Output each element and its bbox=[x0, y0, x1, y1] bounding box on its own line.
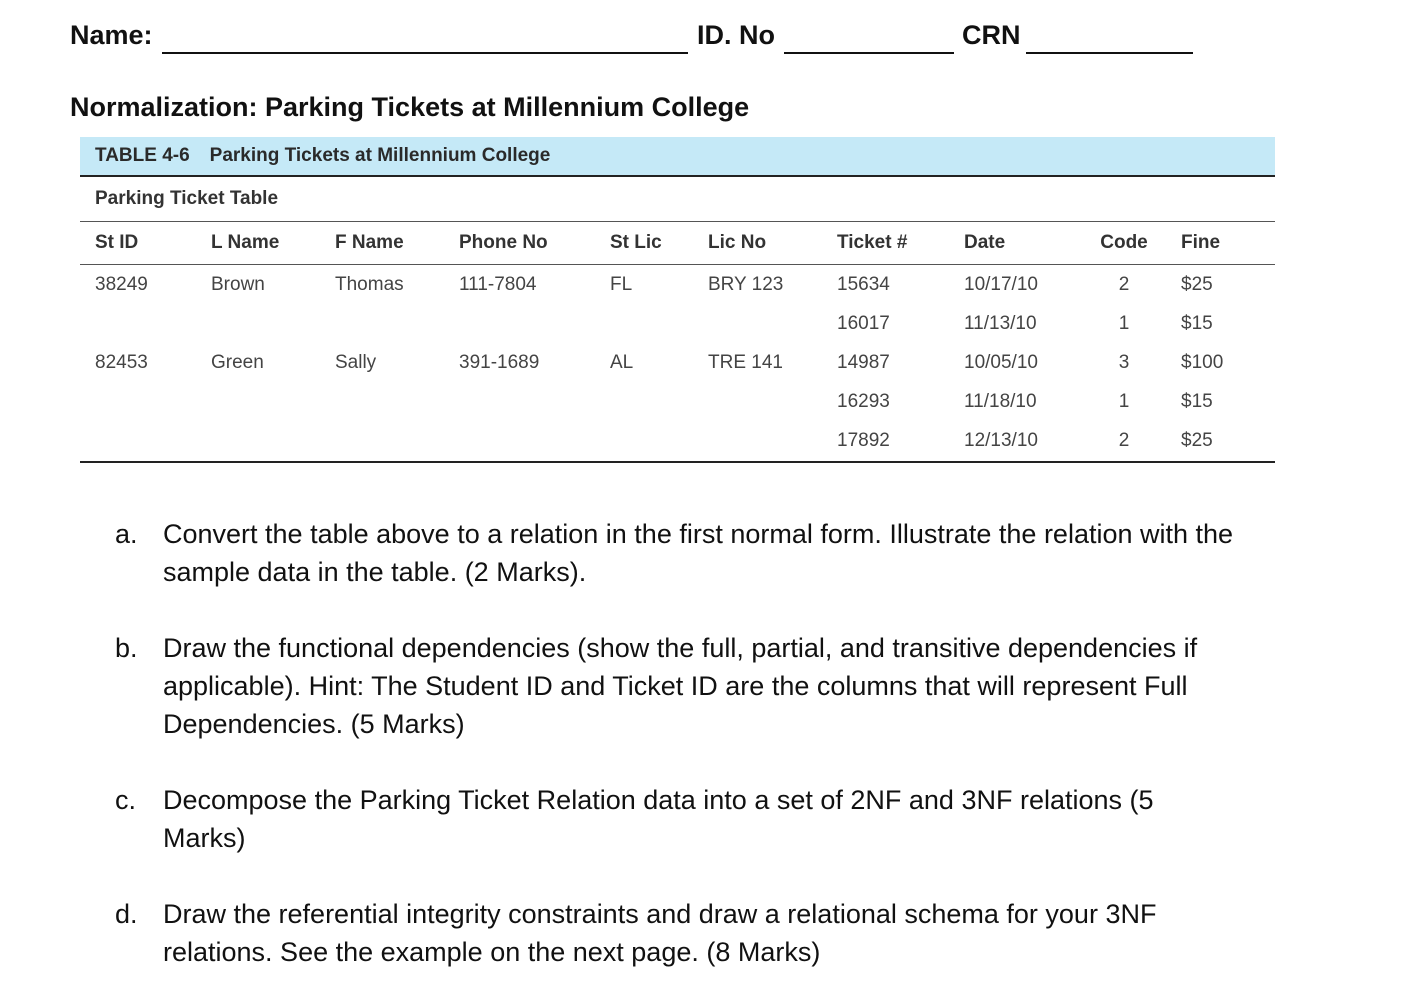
table-cell: 38249 bbox=[95, 273, 148, 295]
table-cell: 2 bbox=[1118, 273, 1130, 295]
table-cell bbox=[80, 382, 211, 421]
column-header: St Lic bbox=[610, 222, 708, 265]
table-cell bbox=[211, 304, 335, 343]
table-cell: 11/13/10 bbox=[964, 312, 1037, 334]
table-cell: 391-1689 bbox=[459, 351, 540, 373]
table-cell bbox=[459, 421, 610, 462]
question-label: d. bbox=[115, 899, 138, 929]
table-cell: 16293 bbox=[837, 390, 890, 412]
table-cell: AL bbox=[610, 351, 634, 373]
question-text: Convert the table above to a relation in the first normal form. Illustrate the relation with the sample data in the table. (2 Marks). bbox=[163, 519, 1234, 587]
table-cell bbox=[708, 382, 837, 421]
table-header-row bbox=[80, 222, 1275, 265]
table-cell bbox=[335, 304, 459, 343]
parking-ticket-table bbox=[80, 222, 1275, 463]
column-header: St ID bbox=[80, 222, 211, 265]
table-caption-text: Parking Tickets at Millennium College bbox=[209, 145, 551, 166]
table-row bbox=[80, 421, 1275, 462]
table-cell: 16017 bbox=[837, 312, 890, 334]
parking-ticket-table-block bbox=[80, 137, 1275, 463]
column-header: Ticket # bbox=[837, 222, 964, 265]
table-row bbox=[80, 343, 1275, 382]
id-label: ID. No bbox=[697, 20, 775, 50]
column-header: Date bbox=[964, 222, 1084, 265]
question-b bbox=[115, 629, 1295, 743]
table-cell: $15 bbox=[1181, 390, 1213, 412]
table-cell: 14987 bbox=[837, 351, 890, 373]
table-subtitle: Parking Ticket Table bbox=[80, 177, 1275, 222]
table-cell bbox=[80, 421, 211, 462]
table-cell: 11/18/10 bbox=[964, 390, 1037, 412]
table-caption bbox=[80, 137, 1275, 177]
table-cell bbox=[708, 304, 837, 343]
question-list bbox=[115, 515, 1295, 971]
table-cell bbox=[335, 382, 459, 421]
table-cell: $25 bbox=[1181, 273, 1213, 295]
table-cell bbox=[610, 421, 708, 462]
column-header: Fine bbox=[1164, 222, 1275, 265]
table-cell: 1 bbox=[1118, 390, 1130, 412]
table-cell bbox=[211, 421, 335, 462]
table-cell: Thomas bbox=[335, 273, 404, 295]
table-cell: Brown bbox=[211, 273, 265, 295]
table-cell bbox=[708, 421, 837, 462]
question-label: c. bbox=[115, 785, 137, 815]
column-header: Lic No bbox=[708, 222, 837, 265]
table-cell: Sally bbox=[335, 351, 377, 373]
table-cell: $100 bbox=[1181, 351, 1224, 373]
table-row bbox=[80, 304, 1275, 343]
table-cell: 10/05/10 bbox=[964, 351, 1038, 373]
table-cell bbox=[80, 304, 211, 343]
table-cell: $25 bbox=[1181, 430, 1213, 451]
table-cell: 2 bbox=[1118, 430, 1130, 451]
question-d bbox=[115, 895, 1295, 971]
table-cell: FL bbox=[610, 273, 633, 295]
table-cell bbox=[211, 382, 335, 421]
table-row bbox=[80, 382, 1275, 421]
table-cell bbox=[459, 304, 610, 343]
column-header: Phone No bbox=[459, 222, 610, 265]
id-blank-line bbox=[784, 52, 954, 54]
table-cell bbox=[335, 421, 459, 462]
table-cell: 111-7804 bbox=[459, 273, 537, 295]
student-info-header bbox=[70, 18, 1200, 58]
name-label: Name: bbox=[70, 20, 153, 50]
table-cell: Green bbox=[211, 351, 264, 373]
question-label: b. bbox=[115, 633, 138, 663]
question-text: Decompose the Parking Ticket Relation data into a set of 2NF and 3NF relations (5 Marks) bbox=[163, 785, 1154, 853]
column-header: Code bbox=[1084, 222, 1164, 265]
table-cell: 17892 bbox=[837, 430, 890, 451]
table-cell bbox=[459, 382, 610, 421]
column-header: F Name bbox=[335, 222, 459, 265]
table-cell: 82453 bbox=[95, 351, 148, 373]
table-cell bbox=[610, 382, 708, 421]
table-cell: 10/17/10 bbox=[964, 273, 1038, 295]
table-cell: 3 bbox=[1118, 351, 1130, 373]
table-cell: 1 bbox=[1118, 312, 1130, 334]
question-text: Draw the functional dependencies (show the full, partial, and transitive dependencies if applicable). Hint: The Student ID and Ticket ID are the columns that will represent Full Dependencies. (5 Marks) bbox=[163, 633, 1198, 739]
table-cell: TRE 141 bbox=[708, 351, 783, 373]
table-row bbox=[80, 265, 1275, 305]
question-label: a. bbox=[115, 519, 138, 549]
question-a bbox=[115, 515, 1295, 591]
question-text: Draw the referential integrity constraints and draw a relational schema for your 3NF relations. See the example on the next page. (8 Marks) bbox=[163, 899, 1157, 967]
table-number: TABLE 4-6 bbox=[95, 145, 190, 166]
table-cell: 15634 bbox=[837, 273, 890, 295]
column-header: L Name bbox=[211, 222, 335, 265]
table-cell: $15 bbox=[1181, 312, 1213, 334]
page-title: Normalization: Parking Tickets at Millennium College bbox=[70, 92, 750, 122]
question-c bbox=[115, 781, 1295, 857]
table-cell: BRY 123 bbox=[708, 273, 784, 295]
name-blank-line bbox=[162, 52, 688, 54]
crn-label: CRN bbox=[962, 20, 1021, 50]
table-cell: 12/13/10 bbox=[964, 430, 1038, 451]
crn-blank-line bbox=[1026, 52, 1193, 54]
table-cell bbox=[610, 304, 708, 343]
